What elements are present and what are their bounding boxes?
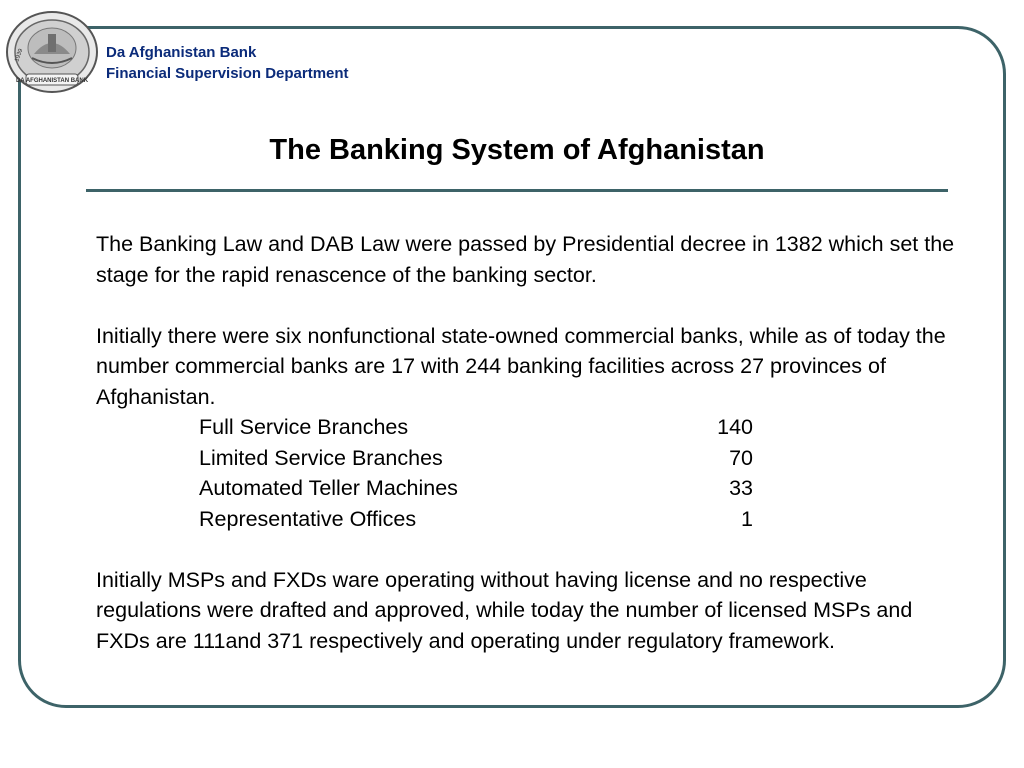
logo-year: 1939 [14,48,25,63]
stat-row [96,473,956,504]
org-name: Da Afghanistan Bank [106,44,257,61]
stat-row [96,443,956,474]
stat-label: Representative Offices [199,506,417,531]
slide-body [96,229,956,656]
stat-label: Full Service Branches [199,415,409,439]
stat-row [96,504,956,535]
department-name: Financial Supervision Department [106,65,349,82]
stat-value: 33 [729,476,753,500]
stat-row [96,412,956,443]
bank-logo [4,10,100,94]
slide-title: The Banking System of Afghanistan [269,134,765,166]
paragraph-banking-law: The Banking Law and DAB Law were passed by Presidential decree in 1382 which set the stage for the rapid renascence of the banking sector. [96,232,955,287]
stat-label: Automated Teller Machines [199,476,458,500]
stats-list [96,412,956,534]
logo-text: DA AFGHANISTAN BANK [15,78,89,84]
paragraph-commercial-banks: Initially there were six nonfunctional state-owned commercial banks, while as of today the number commercial banks are 17 with 244 banking facilities across 27 provinces of Afghanistan. [96,323,946,409]
stat-value: 70 [729,445,753,470]
paragraph-msps-fxds: Initially MSPs and FXDs ware operating without having license and no respective regulations were drafted and approved, while today the number of licensed MSPs and FXDs are 111and 371 respectively and operating under regulatory framework. [96,567,913,653]
stat-value: 140 [717,415,753,439]
stat-value: 1 [741,506,753,531]
header [106,42,349,84]
title-divider [86,189,948,192]
stat-label: Limited Service Branches [199,445,443,470]
